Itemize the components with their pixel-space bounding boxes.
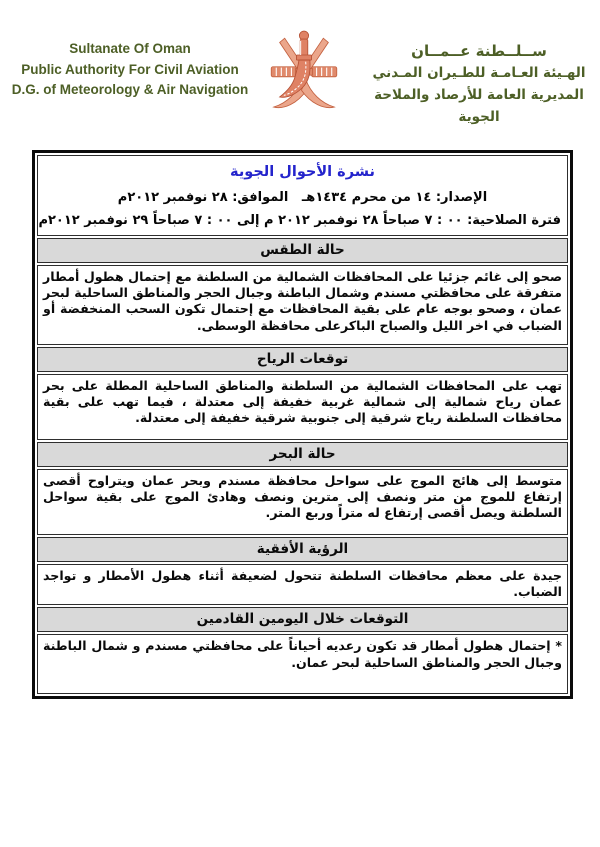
bulletin-table — [32, 150, 573, 699]
section-heading-wind-forecast: توقعات الرياح — [37, 347, 568, 372]
org-arabic-line-3: المديرية العامة للأرصاد والملاحة الجوية — [374, 87, 584, 125]
letterhead — [0, 0, 600, 150]
org-arabic-line-2: الهـيئة العـامـة للطـيران المـدني — [372, 65, 586, 81]
section-body-weather-state: صحو إلى غائم جزئيا على المحافظات الشمالية من السلطنة مع إحتمال هطول أمطار متفرقة على محافظتي مسندم وشمال الباطنة وجبال الحجر والمناطق الساحلية لبحر عمان ، وصحو بوجه عام على بقية المحافظات مع إحتمال تكون السحب المنخفضة أو الضباب في اخر الليل والصباح الباكرعلى محافظة الوسطى. — [37, 265, 568, 345]
org-name-english — [8, 39, 252, 101]
section-heading-horizontal-visibility: الرؤية الأفقية — [37, 537, 568, 562]
issue-date-line: الإصدار: ١٤ من محرم ١٤٣٤هـ الموافق: ٢٨ نوفمبر ٢٠١٢م — [117, 190, 488, 205]
section-body-two-day-outlook: * إحتمال هطول أمطار قد تكون رعديه أحياناً على محافظتي مسندم و شمال الباطنة وجبال الحجر والمناطق الساحلية لبحر عمان. — [37, 634, 568, 694]
section-body-wind-forecast: تهب على المحافظات الشمالية من السلطنة والمناطق الساحلية المطلة على بحر عمان رياح شمالية إلى شمالية غربية خفيفة إلى معتدلة ، فيما تهب على بقية محافظات السلطنة رياح شرقية إلى جنوبية شرقية خفيفة إلى معتدلة. — [37, 374, 568, 440]
section-body-horizontal-visibility: جيدة على معظم محافظات السلطنة تتحول لضعيفة أثناء هطول الأمطار و تواجد الضباب. — [37, 564, 568, 605]
section-body-sea-state: متوسط إلى هائج الموج على سواحل محافظة مسندم وبحر عمان ويتراوح أقصى إرتفاع للموج من متر ونصف إلى مترين ونصف وهادئ الموج على بقية سواحل السلطنة ويصل أقصى إرتفاع له متراً وربع المتر. — [37, 469, 568, 535]
section-heading-sea-state: حالة البحر — [37, 442, 568, 467]
org-english-line-2: Public Authority For Civil Aviation — [21, 61, 239, 77]
oman-national-emblem-icon — [262, 24, 346, 128]
org-english-line-1: Sultanate Of Oman — [69, 41, 191, 56]
bulletin-title-cell — [37, 155, 568, 236]
section-heading-two-day-outlook: التوقعات خلال اليومين القادمين — [37, 607, 568, 632]
org-english-line-3: D.G. of Meteorology & Air Navigation — [11, 82, 249, 97]
org-arabic-line-1: ســلــطنة عــمــان — [411, 42, 547, 60]
org-name-arabic — [364, 40, 594, 128]
section-heading-weather-state: حالة الطقس — [37, 238, 568, 263]
validity-period-line: فترة الصلاحية: ٠٠ : ٧ صباحاً ٢٨ نوفمبر ٢٠١٢ م إلى ٠٠ : ٧ صباحاً ٢٩ نوفمبر ٢٠١٢م — [38, 213, 561, 228]
bulletin-title: نشرة الأحوال الجوية — [230, 164, 375, 180]
